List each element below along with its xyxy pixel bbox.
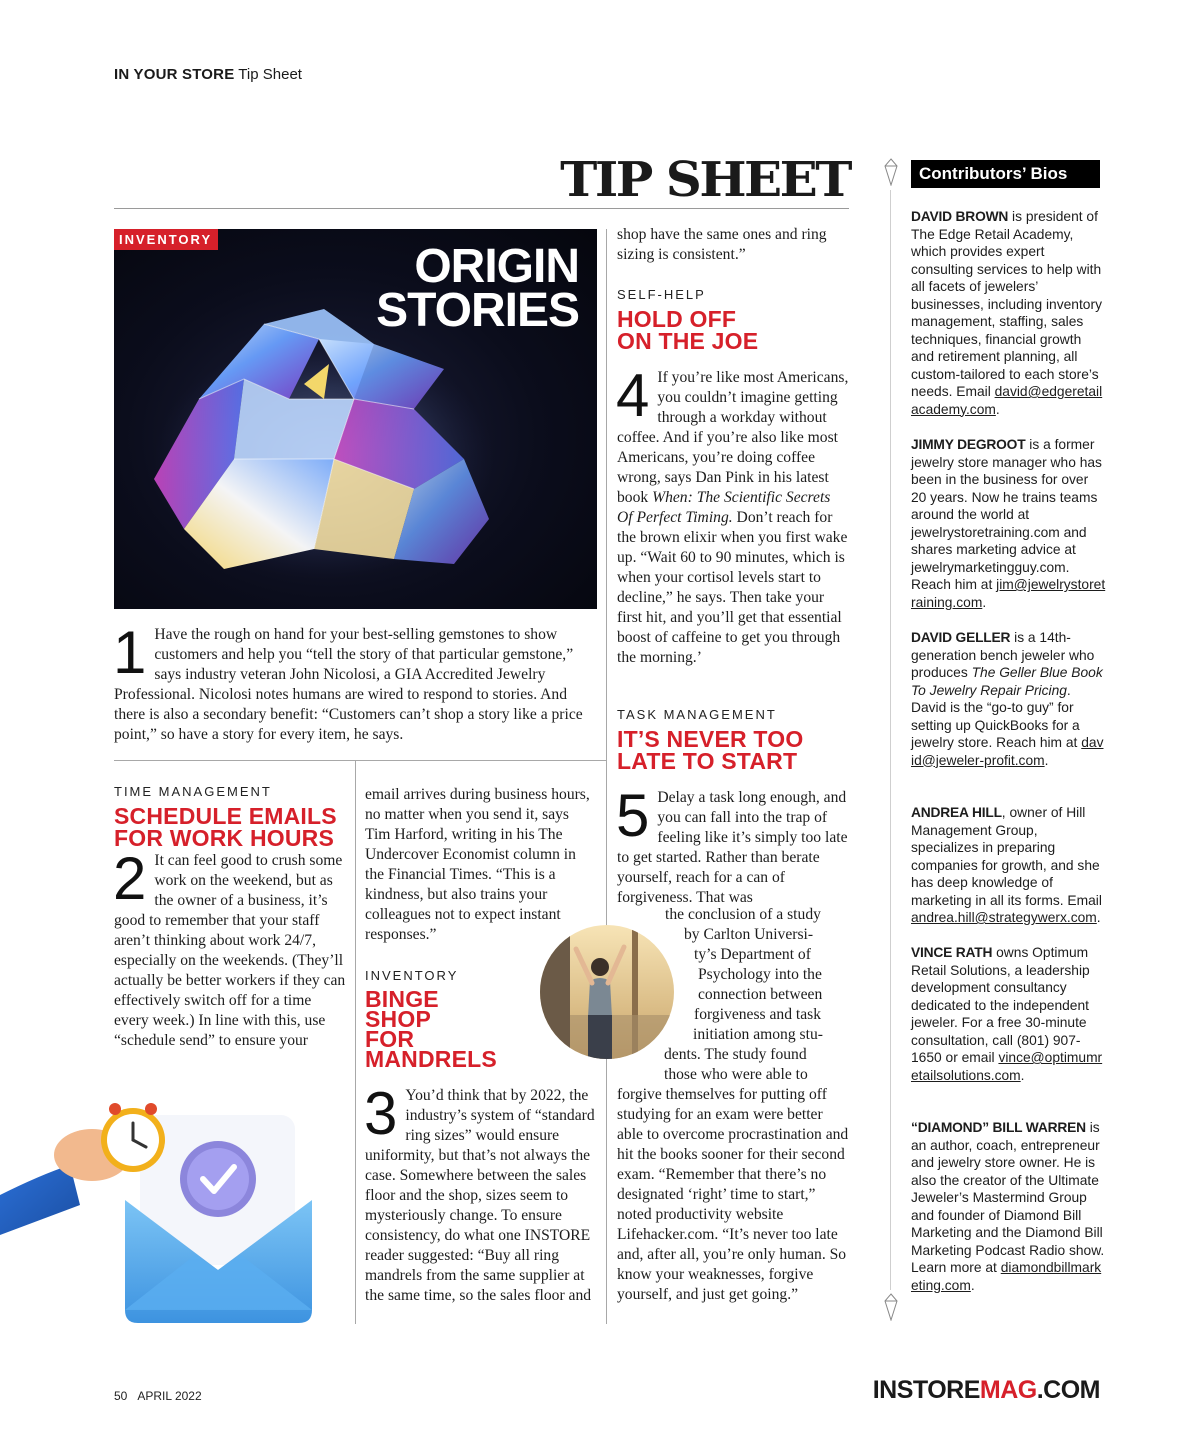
hero-title [376,240,579,337]
bio-andrea-hill [911,804,1106,927]
tip-kicker: SELF-HELP [617,287,706,302]
bio-text: is president of The Edge Retail Academy, which provides expert consulting services to help with all facets of jewelers’ businesses, including inventory management, staffing, sales techniques, financial growth and retirement planning, all custom-tailored to each store’s needs. Email [911,209,1102,399]
tip-text: If you’re like most Americans, you couldn’t imagine getting through a workday without coffee. And if you’re also like most Americans, you’re doing coffee wrong, says Dan Pink in his latest book [617,369,849,506]
wrap-line: ty’s Department of [694,946,811,963]
bio-bill-warren [911,1119,1106,1294]
bio-website-link[interactable]: diamondbillmarketing.com [911,1260,1102,1293]
section-rule [114,760,606,761]
tip-number: 5 [616,782,650,849]
bio-end: . [982,594,987,610]
tip-body [616,782,849,908]
bio-email-link[interactable]: david@jeweler-profit.com [911,735,1104,768]
section-name: IN YOUR STORE [114,66,235,83]
tip-text: It can feel good to crush some work on the weekend, but as the owner of a business, it’s good to remember that your staff aren’t thinking about work 24/7, especially on the weekends. (They’ll actually be better workers if they can effectively switch off for a time every week.) In line with this, use “schedule send” to ensure your [114,852,346,1049]
hero-image [114,229,597,609]
headline-line: SCHEDULE EMAILS [114,803,337,829]
diamond-ornament-icon [883,1293,899,1321]
bio-email-link[interactable]: vince@optimumretailsolutions.com [911,1050,1103,1083]
headline-line: SHOP [365,1006,431,1032]
headline-line: FOR WORK HOURS [114,825,335,851]
diamond-ornament-icon [883,158,899,186]
bio-email-link[interactable]: david@edgeretailacademy.com [911,384,1103,417]
logo-part: .COM [1036,1376,1100,1404]
running-head [114,66,302,83]
headline-line: FOR [365,1026,415,1052]
woman-stretching-icon [540,925,674,1059]
headline-line: HOLD OFF [617,306,737,332]
tip-1 [113,619,598,745]
bio-text: , owner of Hill Management Group, specializes in preparing companies for growth, and she has deep knowledge of marketing in all its forms. Email [911,805,1102,908]
bio-end: . [995,401,1000,417]
bio-text: . David is the “go-to guy” for setting up QuickBooks for a jewelry store. Reach him at [911,682,1082,750]
bio-email-link[interactable]: andrea.hill@strategywerx.com [911,910,1097,925]
column-rule-right [606,229,607,1324]
tip-text: Have the rough on hand for your best-selling gemstones to show customers and help you “tell the story of that particular gemstone,” says industry veteran John Nicolosi, a GIA Accredited Jewelry Professional. Nicolosi notes humans are wired to respond to stories. And there is also a secondary benefit: “Customers can’t shop a story like a price point,” so have a story for every item, he says. [114,626,583,743]
bio-name: ANDREA HILL [911,805,1002,820]
tip-body [364,1080,597,1306]
hero-category-tag: INVENTORY [114,229,218,250]
woman-stretching-photo [540,925,674,1059]
column-rule-left [355,760,356,1324]
bio-end: . [1020,1067,1025,1083]
sidebar-header: Contributors’ Bios [911,160,1100,188]
headline-line: BINGE [365,986,439,1012]
hero-title-line: ORIGIN [414,240,579,293]
tip-number: 2 [113,845,147,912]
section-subname: Tip Sheet [234,66,302,83]
wrap-line: dents. The study found [664,1046,807,1063]
tip-kicker: TIME MANAGEMENT [114,784,272,799]
publication-logo [873,1376,1100,1405]
tip-number: 1 [113,619,147,686]
tip-body [616,362,849,668]
tip-number: 4 [616,362,650,429]
page-title: TIP SHEET [560,151,850,208]
bio-text: is a 14th-generation bench jeweler who produces [911,630,1095,680]
bio-name: VINCE RATH [911,945,993,960]
page-number: 50 [114,1389,128,1403]
tip-2 [114,784,346,1051]
tip-3-continued: shop have the same ones and ring sizing is consistent.” [617,226,827,263]
email-envelope-icon [0,1095,340,1335]
tip-2-continued: email arrives during business hours, no matter when you send it, says Tim Harford, writing in his The Undercover Economist column in the Financial Times. “This is a kindness, but also trains your colleagues not to expect instant responses.” [365,786,590,943]
tip-number: 3 [364,1080,398,1147]
bio-text: is an author, coach, entrepreneur and jewelry store owner. He is also the creator of the Ultimate Jeweler’s Mastermind Group and founder of Diamond Bill Marketing and the Diamond Bill Marketing Podcast Radio show. Learn more at [911,1120,1105,1275]
bio-name: JIMMY DEGROOT [911,437,1026,452]
wrap-line: Psychology into the [698,966,822,983]
bio-vince-rath [911,944,1106,1084]
wrap-line: by Carlton Universi- [684,926,814,943]
bio-book-title: The Geller Blue Book To Jewelry Repair Pricing [911,665,1103,698]
bio-text: is a former jewelry store manager who has been in the business for over 20 years. Now he trains teams around the world at jewelrystoretraining.com and shares marketing advice at jewelrymarketingguy.com. Reach him at [911,437,1102,592]
tip-headline [617,308,849,352]
bio-name: “DIAMOND” BILL WARREN [911,1120,1086,1135]
logo-part: INSTORE [872,1376,980,1404]
issue-date: APRIL 2022 [137,1389,202,1403]
bio-jimmy-degroot [911,436,1106,611]
tip-body [113,845,346,1051]
bio-david-geller [911,629,1106,769]
headline-line: ON THE JOE [617,328,759,354]
bio-name: DAVID BROWN [911,209,1009,224]
bio-email-link[interactable]: jim@jewelrystoretraining.com [911,577,1106,610]
hero-title-line: STORIES [376,284,579,337]
wrap-line: the conclusion of a study [665,906,821,923]
bio-end: . [1096,910,1101,925]
tip-text: Don’t reach for the brown elixir when you first wake up. “Wait 60 to 90 minutes, which is when your cortisol levels start to decline,” he says. Then take your first hit, and you’ll get that essential boost of caffeine to get you through the morning.’ [617,509,848,666]
tip-headline [114,805,346,849]
wrap-line: those who were able to [664,1066,808,1083]
bio-text: owns Optimum Retail Solutions, a leadership development consultancy dedicated to the independent jeweler. For a free 30-minute consultation, call (801) 907-1650 or email [911,945,1090,1065]
book-title: When: The Scientific Secrets Of Perfect Timing. [617,489,831,526]
title-rule [114,208,849,209]
tip-text: Delay a task long enough, and you can fall into the trap of feeling like it’s simply too late to get started. Rather than berate yourself, reach for a can of forgiveness. That was [617,789,848,906]
bio-david-brown [911,208,1106,418]
tip-4 [617,287,849,668]
tip-5-continued: forgive themselves for putting off studying for an exam were better able to overcome procrastination and hit the books sooner for their second exam. “Remember that there’s no designated ‘right’ time to start,” noted productivity website Lifehacker.com. “It’s never too late and, after all, you’re only human. So know your weaknesses, forgive yourself, and just get going.” [617,1086,849,1303]
email-clock-illustration [0,1095,340,1335]
headline-line: IT’S NEVER TOO [617,726,804,752]
bio-end: . [1044,752,1049,768]
tip-5-wrap [664,905,849,1085]
wrap-line: connection between [698,986,823,1003]
headline-line: MANDRELS [365,1046,497,1072]
tip-kicker: INVENTORY [365,968,459,983]
bio-end: . [970,1277,975,1293]
wrap-line: initiation among stu- [693,1026,823,1043]
wrap-line: forgiveness and task [694,1006,822,1023]
tip-text: You’d think that by 2022, the industry’s system of “standard ring sizes” would ensure uniformity, but that’s not always the case. Somewhere between the sales floor and the shop, sizes seem to mysteriously change. To ensure consistency, do what one INSTORE reader suggested: “Buy all ring mandrels from the same supplier at the same time, so the sales floor and [365,1087,595,1304]
bio-name: DAVID GELLER [911,630,1011,645]
sidebar-rule [890,190,891,1290]
page-footer [114,1389,202,1403]
headline-line: LATE TO START [617,748,798,774]
tip-headline [617,728,849,772]
tip-5 [617,707,849,908]
tip-kicker: TASK MANAGEMENT [617,707,777,722]
logo-part: MAG [979,1376,1037,1404]
